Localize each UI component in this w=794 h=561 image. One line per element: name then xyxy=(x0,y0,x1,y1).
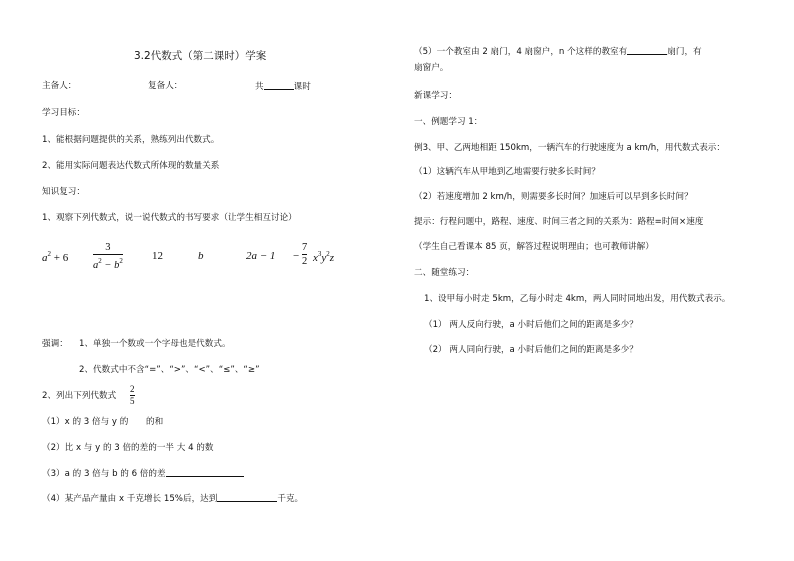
task-2-fraction: 2 5 xyxy=(130,384,135,406)
task-2: 2、列出下列代数式 xyxy=(42,391,117,401)
expression-2: 3 $a^2 - b^2$ xyxy=(93,242,123,271)
section-1-heading: 一、例题学习 1： xyxy=(414,117,483,127)
practice-question-2: （2） 两人同向行驶，a 小时后他们之间的距离是多少？ xyxy=(424,345,638,355)
expression-1: $a^2 + 6$ xyxy=(42,250,69,264)
practice-1: 1、设甲每小时走 5km，乙每小时走 4km，两人同时同地出发，用代数式表示。 xyxy=(424,294,731,304)
example-3: 例3、甲、乙两地相距 150km，一辆汽车的行驶速度为 a km/h，用代数式表示： xyxy=(414,143,725,153)
hours-blank xyxy=(264,80,294,90)
objective-1: 1、能根据问题提供的关系，熟练列出代数式。 xyxy=(42,135,220,145)
item-3-blank xyxy=(166,467,244,477)
emphasis-2: 2、代数式中不含“=”、“>”、“<”、“≤”、“≥” xyxy=(79,365,260,375)
item-4-blank xyxy=(217,492,277,502)
review-heading: 知识复习： xyxy=(42,187,85,197)
note: （学生自己看课本 85 页，解答过程说明理由；也可教师讲解） xyxy=(414,242,654,252)
expression-3: 12 xyxy=(152,250,163,262)
objectives-heading: 学习目标： xyxy=(42,108,85,118)
item-1-a: （1）x 的 3 倍与 y 的 xyxy=(42,417,129,427)
total-post: 课时 xyxy=(293,82,311,92)
question-1: （1）这辆汽车从甲地到乙地需要行驶多长时间？ xyxy=(414,167,600,177)
page-title: 3.2代数式（第二课时）学案 xyxy=(134,50,267,62)
new-lesson-heading: 新课学习： xyxy=(414,91,457,101)
task-1: 1、观察下列代数式，说一说代数式的书写要求（让学生相互讨论） xyxy=(42,213,297,223)
item-4: （4）某产品产量由 x 千克增长 15%后，达到 千克。 xyxy=(42,494,304,504)
expression-4: b xyxy=(198,250,204,262)
preparer-label: 主备人： xyxy=(42,81,77,91)
question-2: （2）若速度增加 2 km/h，则需要多长时间？加速后可以早到多长时间？ xyxy=(414,192,693,202)
expression-6-fraction: 7 2 xyxy=(302,242,308,267)
practice-question-1: （1） 两人反向行驶，a 小时后他们之间的距离是多少？ xyxy=(424,320,638,330)
section-2-heading: 二、随堂练习： xyxy=(414,268,475,278)
item-2: （2）比 x 与 y 的 3 倍的差的一半 大 4 的数 xyxy=(42,443,214,453)
item-5: （5）一个教室由 2 扇门，4 扇窗户，n 个这样的教室有 扇门，有 xyxy=(414,47,702,57)
expression-6-sign: − xyxy=(293,250,300,262)
item-5-blank xyxy=(627,45,667,55)
hint: 提示：行程问题中，路程、速度、时间三者之间的关系为：路程=时间×速度 xyxy=(414,217,704,227)
reviewer-label: 复备人： xyxy=(148,81,183,91)
expression-5: 2a − 1 xyxy=(246,250,276,262)
emphasis-1: 1、单独一个数或一个字母也是代数式。 xyxy=(79,339,231,349)
total-hours xyxy=(255,80,311,93)
item-1-b: 的和 xyxy=(146,417,164,427)
item-5-c: 扇窗户。 xyxy=(414,63,449,73)
item-3: （3）a 的 3 倍与 b 的 6 倍的差 xyxy=(42,467,244,480)
objective-2: 2、能用实际问题表达代数式所体现的数量关系 xyxy=(42,161,220,171)
total-pre: 共 xyxy=(255,82,264,92)
expression-6-vars: $x^3y^2z$ xyxy=(313,250,335,264)
emphasis-label: 强调： xyxy=(42,339,68,349)
